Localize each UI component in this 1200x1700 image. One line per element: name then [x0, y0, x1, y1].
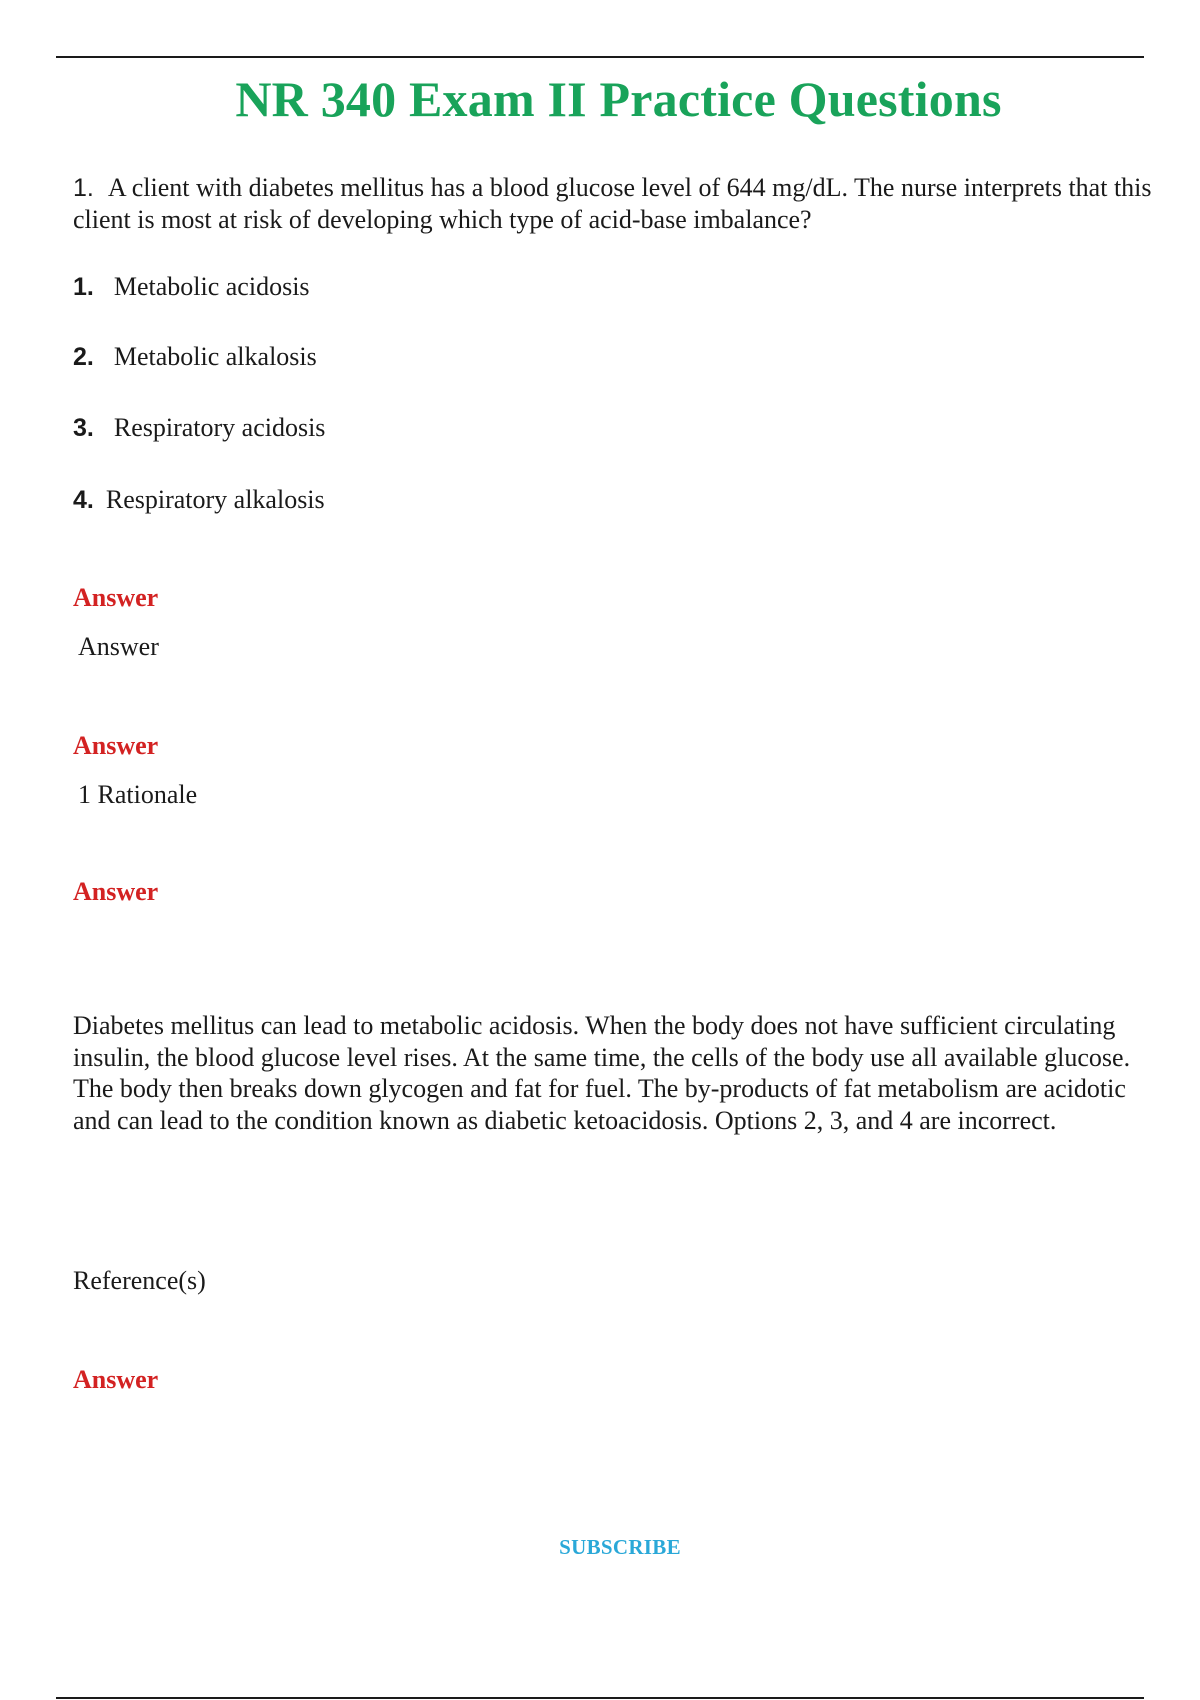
answer-label-4: Answer — [73, 1365, 159, 1394]
question-number: 1. — [73, 174, 94, 202]
option-text: Respiratory acidosis — [113, 413, 326, 442]
option-text: Respiratory alkalosis — [105, 485, 325, 514]
rationale-paragraph: Diabetes mellitus can lead to metabolic acidosis. When the body does not have sufficient circulating insulin, the blood glucose level rises. At the same time, the cells of the body use all available glucose. The body then breaks down glycogen and fat for fuel. The by-products of fat metabolism are acidotic and can lead to the condition known as diabetic ketoacidosis. Options 2, 3, and 4 are incorrect. — [73, 1011, 1131, 1135]
option-3 — [73, 412, 325, 444]
answer-label-3: Answer — [73, 877, 159, 906]
subscribe-link[interactable]: SUBSCRIBE — [559, 1535, 681, 1559]
top-divider — [56, 56, 1144, 58]
question-1 — [73, 172, 1153, 235]
answer-text-1: Answer — [78, 632, 159, 661]
option-4 — [73, 484, 325, 516]
bottom-divider — [56, 1697, 1144, 1699]
reference-heading: Reference(s) — [73, 1266, 206, 1295]
answer-label-1: Answer — [73, 583, 159, 612]
option-text: Metabolic acidosis — [113, 272, 310, 301]
option-2 — [73, 341, 317, 373]
option-number: 3. — [73, 414, 94, 442]
page-title: NR 340 Exam II Practice Questions — [235, 71, 1002, 127]
option-1 — [73, 271, 310, 303]
answer-text-2: 1 Rationale — [78, 780, 198, 809]
option-number: 2. — [73, 343, 94, 371]
option-text: Metabolic alkalosis — [113, 342, 317, 371]
question-text: A client with diabetes mellitus has a blood glucose level of 644 mg/dL. The nurse interprets that this client is most at risk of developing which type of acid-base imbalance? — [73, 173, 1152, 234]
answer-label-2: Answer — [73, 731, 159, 760]
option-number: 4. — [73, 486, 94, 514]
option-number: 1. — [73, 273, 94, 301]
